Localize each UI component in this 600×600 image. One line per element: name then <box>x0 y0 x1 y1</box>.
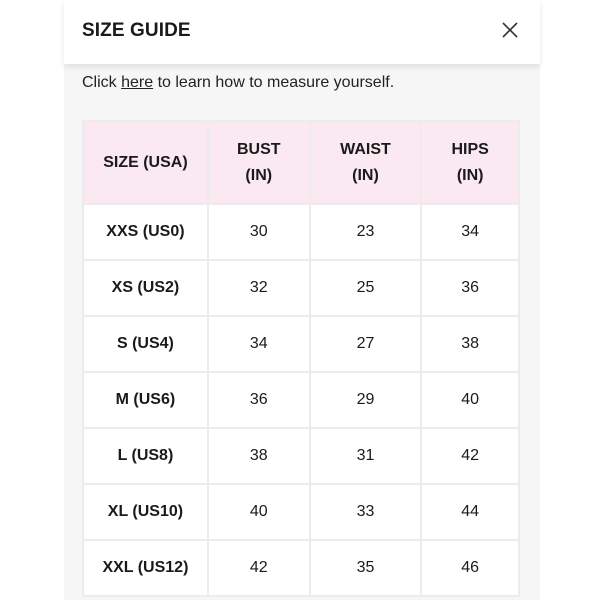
header-waist-label: WAIST <box>340 140 391 158</box>
table-header-row <box>83 121 519 204</box>
header-bust-unit: (IN) <box>245 166 273 184</box>
size-cell: L (US8) <box>83 428 208 484</box>
modal-title: SIZE GUIDE <box>82 20 191 41</box>
header-hips-unit: (IN) <box>456 166 484 184</box>
header-bust <box>208 121 310 204</box>
waist-cell: 23 <box>310 204 422 260</box>
header-hips-label: HIPS <box>451 140 489 158</box>
header-waist <box>310 121 422 204</box>
table-row <box>83 428 519 484</box>
hips-cell: 36 <box>421 260 519 316</box>
header-size-label: SIZE (USA) <box>103 153 188 171</box>
measure-link[interactable]: here <box>121 74 154 91</box>
close-icon[interactable] <box>500 20 520 40</box>
modal-header <box>64 0 540 64</box>
intro-suffix: to learn how to measure yourself. <box>153 74 395 91</box>
table-row <box>83 316 519 372</box>
size-cell: M (US6) <box>83 372 208 428</box>
header-size <box>83 121 208 204</box>
bust-cell: 34 <box>208 316 310 372</box>
bust-cell: 40 <box>208 484 310 540</box>
bust-cell: 30 <box>208 204 310 260</box>
size-guide-modal <box>64 0 540 600</box>
hips-cell: 44 <box>421 484 519 540</box>
hips-cell: 38 <box>421 316 519 372</box>
size-table <box>82 120 520 597</box>
table-row <box>83 372 519 428</box>
bust-cell: 38 <box>208 428 310 484</box>
bust-cell: 32 <box>208 260 310 316</box>
hips-cell: 34 <box>421 204 519 260</box>
waist-cell: 29 <box>310 372 422 428</box>
waist-cell: 35 <box>310 540 422 596</box>
header-bust-label: BUST <box>236 140 281 158</box>
waist-cell: 33 <box>310 484 422 540</box>
table-row <box>83 540 519 596</box>
header-waist-unit: (IN) <box>352 166 379 184</box>
hips-cell: 42 <box>421 428 519 484</box>
size-cell: S (US4) <box>83 316 208 372</box>
close-button[interactable] <box>500 20 520 40</box>
hips-cell: 40 <box>421 372 519 428</box>
table-row <box>83 204 519 260</box>
waist-cell: 27 <box>310 316 422 372</box>
waist-cell: 25 <box>310 260 422 316</box>
bust-cell: 36 <box>208 372 310 428</box>
measure-instructions <box>82 74 394 92</box>
hips-cell: 46 <box>421 540 519 596</box>
waist-cell: 31 <box>310 428 422 484</box>
size-cell: XXS (US0) <box>83 204 208 260</box>
bust-cell: 42 <box>208 540 310 596</box>
table-row <box>83 260 519 316</box>
size-cell: XXL (US12) <box>83 540 208 596</box>
header-hips <box>421 121 519 204</box>
size-cell: XS (US2) <box>83 260 208 316</box>
size-cell: XL (US10) <box>83 484 208 540</box>
intro-prefix: Click <box>82 74 122 91</box>
table-row <box>83 484 519 540</box>
